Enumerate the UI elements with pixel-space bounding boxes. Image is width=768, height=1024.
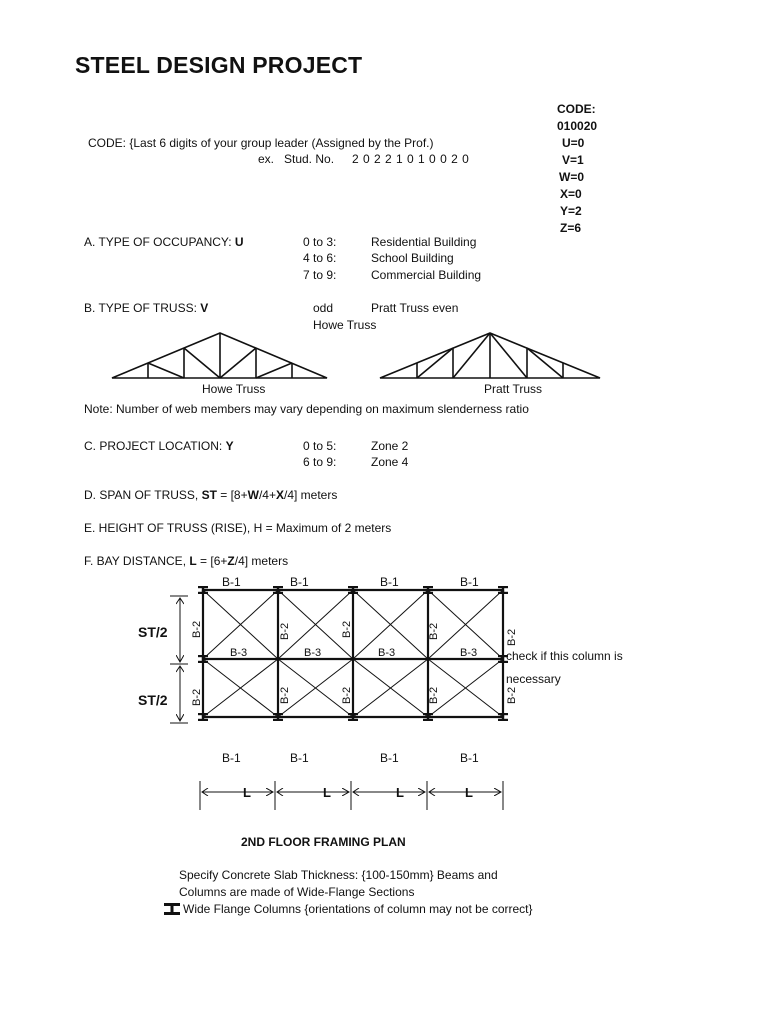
section-f-eq2: /4] meters: [234, 554, 289, 568]
example-label: Stud. No.: [284, 152, 335, 166]
section-b-var: V: [200, 301, 209, 315]
section-f-z: Z: [227, 554, 235, 568]
code-y: Y=2: [560, 204, 582, 218]
code-z: Z=6: [560, 221, 582, 235]
bay-1: L: [243, 785, 251, 800]
st-half-lower: ST/2: [138, 692, 168, 708]
b3-4: B-3: [460, 647, 478, 659]
bay-3: L: [396, 785, 404, 800]
spec-line3: Wide Flange Columns {orientations of column may not be correct}: [183, 902, 533, 916]
b3-1: B-3: [230, 647, 248, 659]
section-a-label: [84, 234, 244, 250]
section-a-text: A. TYPE OF OCCUPANCY:: [84, 235, 235, 249]
section-d-eq1: = [8+: [216, 488, 248, 502]
howe-truss-label: Howe Truss: [202, 382, 266, 396]
b2-8: B-2: [341, 686, 353, 704]
section-c-text: C. PROJECT LOCATION:: [84, 439, 226, 453]
code-x: X=0: [560, 187, 582, 201]
section-d-st: ST: [201, 488, 217, 502]
section-b-text: B. TYPE OF TRUSS:: [84, 301, 201, 315]
truss-diagrams: [0, 325, 768, 400]
b3-3: B-3: [378, 647, 396, 659]
section-a-range-1: 4 to 6:: [303, 251, 337, 265]
b2-4: B-2: [428, 622, 440, 640]
section-f-l: L: [189, 554, 197, 568]
code-instruction: CODE: {Last 6 digits of your group leader (Assigned by the Prof.): [88, 136, 434, 150]
framing-plan: [0, 570, 768, 820]
section-a-value-2: Commercial Building: [371, 268, 482, 282]
spec-line2: Columns are made of Wide-Flange Sections: [179, 885, 415, 899]
section-c-value-0: Zone 2: [371, 439, 409, 453]
st-labels: [138, 624, 168, 708]
section-d-w: W: [247, 488, 259, 502]
section-c-range-1: 6 to 9:: [303, 455, 337, 469]
section-c-label: [84, 438, 234, 454]
code-w: W=0: [559, 170, 585, 184]
howe-truss-drawing: [112, 333, 327, 378]
section-d-x: X: [275, 488, 284, 502]
bay-2: L: [323, 785, 331, 800]
section-a-value-1: School Building: [371, 251, 454, 265]
example-number: 2 0 2 2 1 0 1 0 0 2 0: [352, 152, 470, 166]
b1-bottom-1: B-1: [222, 751, 241, 765]
section-a-value-0: Residential Building: [371, 235, 477, 249]
section-a-range-0: 0 to 3:: [303, 235, 337, 249]
plan-caption: 2ND FLOOR FRAMING PLAN: [241, 835, 406, 849]
section-f-prefix: F. BAY DISTANCE,: [84, 554, 190, 568]
b2-5: B-2: [506, 628, 518, 646]
section-c-var: Y: [225, 439, 234, 453]
b2-3: B-2: [341, 620, 353, 638]
b1-top-3: B-1: [380, 575, 399, 589]
b1-bottom-labels: [222, 751, 479, 765]
code-digits: 010020: [557, 119, 598, 133]
section-f-eq1: = [6+: [196, 554, 228, 568]
code-block: [557, 101, 597, 237]
b1-top-4: B-1: [460, 575, 479, 589]
b1-bottom-2: B-1: [290, 751, 309, 765]
b2-2: B-2: [279, 622, 291, 640]
b2-6: B-2: [191, 688, 203, 706]
code-header: CODE:: [557, 102, 596, 116]
section-b-line1: Pratt Truss even: [371, 301, 459, 315]
beam-grid: [203, 590, 503, 717]
b2-9: B-2: [428, 686, 440, 704]
b2-labels: [191, 621, 518, 706]
b1-top-2: B-1: [290, 575, 309, 589]
section-a-var: U: [234, 235, 244, 249]
section-a-range-2: 7 to 9:: [303, 268, 337, 282]
bay-4: L: [465, 785, 473, 800]
section-e: E. HEIGHT OF TRUSS (RISE), H = Maximum of 2 meters: [84, 521, 392, 535]
section-c-value-1: Zone 4: [371, 455, 409, 469]
section-d: [84, 487, 337, 503]
b1-bottom-4: B-1: [460, 751, 479, 765]
code-u: U=0: [562, 136, 585, 150]
wide-flange-icon: [163, 902, 181, 916]
st-dimensions: [170, 596, 188, 723]
section-b-odd: odd: [313, 301, 334, 315]
b2-7: B-2: [279, 686, 291, 704]
b1-bottom-3: B-1: [380, 751, 399, 765]
example-prefix: ex.: [258, 152, 275, 166]
st-half-upper: ST/2: [138, 624, 168, 640]
column-note-line1: check if this column is: [506, 649, 623, 663]
code-v: V=1: [562, 153, 584, 167]
section-d-eq3: /4] meters: [283, 488, 338, 502]
page-title: STEEL DESIGN PROJECT: [75, 52, 363, 78]
section-f: [84, 553, 288, 569]
column-note-line2: necessary: [506, 672, 561, 686]
section-c-range-0: 0 to 5:: [303, 439, 337, 453]
section-d-prefix: D. SPAN OF TRUSS,: [84, 488, 202, 502]
b2-1: B-2: [191, 620, 203, 638]
section-b-line2: Howe Truss: [313, 318, 377, 332]
b2-10: B-2: [506, 686, 518, 704]
b1-top-1: B-1: [222, 575, 241, 589]
pratt-truss-label: Pratt Truss: [484, 382, 543, 396]
section-d-eq2: /4+: [258, 488, 276, 502]
pratt-truss-drawing: [380, 333, 600, 378]
slenderness-note: Note: Number of web members may vary depending on maximum slenderness ratio: [84, 402, 529, 416]
spec-line1: Specify Concrete Slab Thickness: {100-150mm} Beams and: [179, 868, 498, 882]
section-b-label: [84, 300, 208, 316]
b3-2: B-3: [304, 647, 322, 659]
